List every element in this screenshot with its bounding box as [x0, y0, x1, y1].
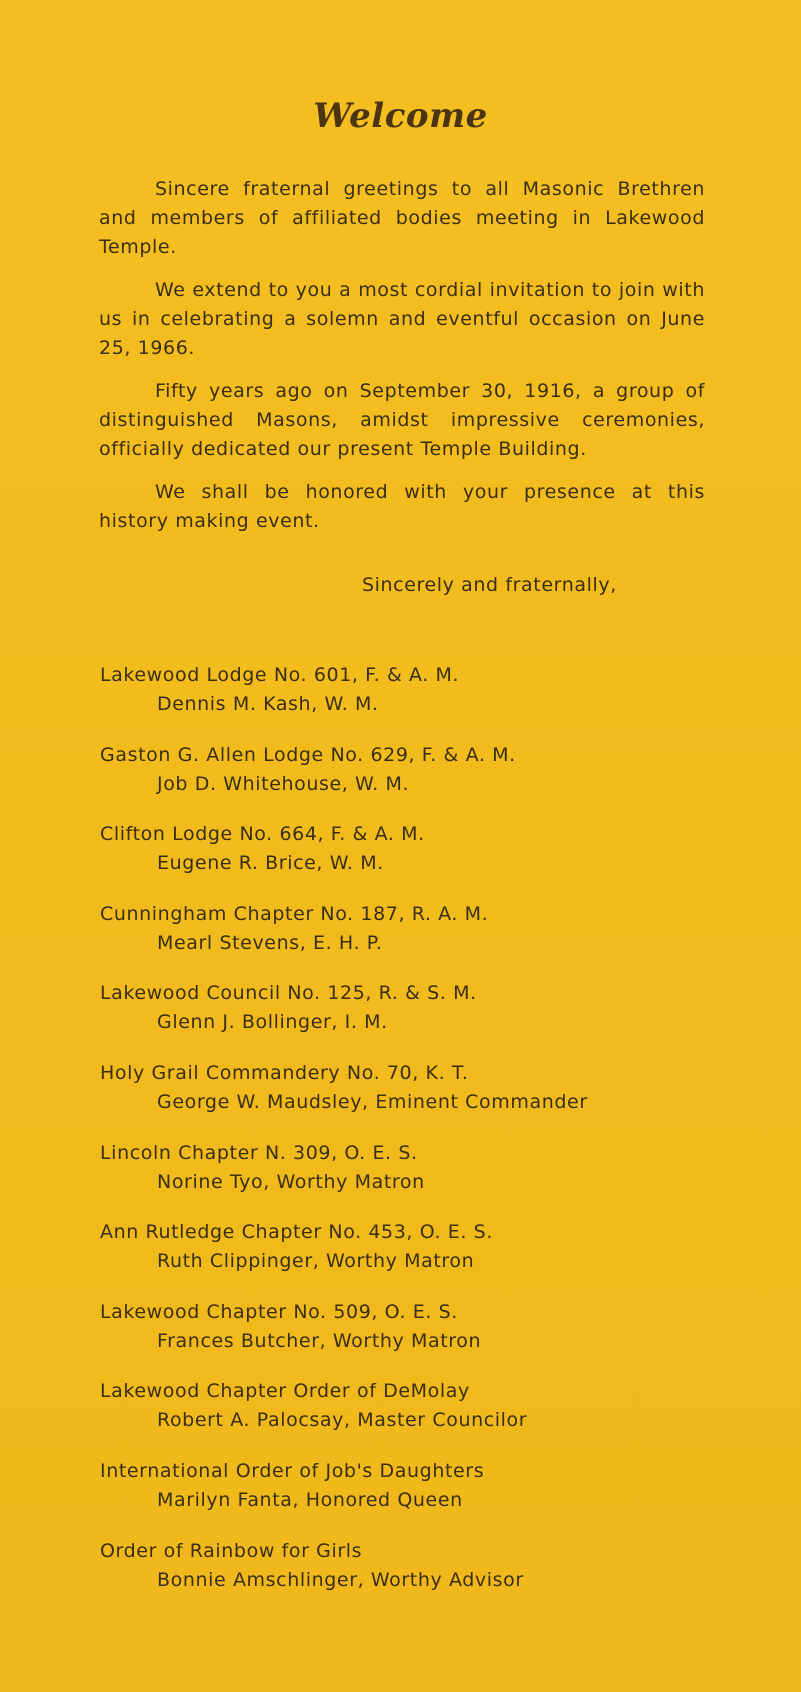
- lodge-name: Holy Grail Commandery No. 70, K. T.: [100, 1061, 469, 1084]
- presence-paragraph: We shall be honored with your presence at this history making event.: [99, 481, 705, 532]
- list-item: [100, 1298, 750, 1378]
- list-item: [100, 900, 750, 980]
- lodge-officer: Ruth Clippinger, Worthy Matron: [157, 1250, 475, 1273]
- lodge-officer: Dennis M. Kash, W. M.: [157, 693, 379, 715]
- invitation-paragraph: We extend to you a most cordial invitation to join with us in celebrating a solemn and eventful occasion on June 25, 1966.: [99, 279, 705, 359]
- lodge-name: Gaston G. Allen Lodge No. 629, F. & A. M.: [100, 743, 516, 766]
- lodge-name: Ann Rutledge Chapter No. 453, O. E. S.: [100, 1221, 493, 1244]
- lodge-name: Lincoln Chapter N. 309, O. E. S.: [100, 1141, 418, 1164]
- lodge-officer: Robert A. Palocsay, Master Councilor: [157, 1409, 528, 1432]
- list-item: [100, 1059, 750, 1139]
- lodge-officer: Bonnie Amschlinger, Worthy Advisor: [157, 1568, 524, 1591]
- list-item: [100, 1377, 750, 1457]
- lodge-officer: Frances Butcher, Worthy Matron: [157, 1329, 482, 1352]
- list-item: [100, 820, 750, 900]
- lodge-name: Clifton Lodge No. 664, F. & A. M.: [100, 823, 425, 846]
- lodge-name: Lakewood Council No. 125, R. & S. M.: [100, 982, 477, 1005]
- lodge-officer: George W. Maudsley, Eminent Commander: [157, 1090, 588, 1113]
- lodge-name: Lakewood Chapter Order of DeMolay: [100, 1380, 470, 1403]
- lodge-name: Cunningham Chapter No. 187, R. A. M.: [100, 902, 489, 925]
- list-item: [100, 741, 750, 821]
- lodge-name: Order of Rainbow for Girls: [100, 1539, 363, 1562]
- list-item: [100, 661, 750, 741]
- welcome-message: [99, 175, 705, 550]
- lodge-officer: Marilyn Fanta, Honored Queen: [157, 1488, 463, 1511]
- lodge-officer: Glenn J. Bollinger, I. M.: [157, 1011, 388, 1034]
- list-item: [100, 1139, 750, 1219]
- lodge-officer: Mearl Stevens, E. H. P.: [157, 931, 383, 954]
- page-title: Welcome: [313, 96, 488, 136]
- lodge-name: Lakewood Lodge No. 601, F. & A. M.: [100, 664, 460, 686]
- greeting-paragraph: Sincere fraternal greetings to all Masonic Brethren and members of affiliated bodies meeting in Lakewood Temple.: [99, 178, 705, 258]
- list-item: [100, 979, 750, 1059]
- list-item: [100, 1218, 750, 1298]
- list-item: [100, 1457, 750, 1537]
- lodge-name: Lakewood Chapter No. 509, O. E. S.: [100, 1300, 458, 1323]
- list-item: [100, 1537, 750, 1617]
- lodge-officer: Eugene R. Brice, W. M.: [157, 852, 384, 875]
- lodge-officer: Norine Tyo, Worthy Matron: [157, 1170, 425, 1193]
- lodge-officer: Job D. Whitehouse, W. M.: [157, 772, 410, 795]
- history-paragraph: Fifty years ago on September 30, 1916, a group of distinguished Masons, amidst impressive ceremonies, officially dedicated our present Temple Building.: [99, 380, 705, 460]
- lodge-name: International Order of Job's Daughters: [100, 1459, 485, 1482]
- lodge-list: [100, 661, 750, 1616]
- closing-salutation: Sincerely and fraternally,: [362, 574, 617, 596]
